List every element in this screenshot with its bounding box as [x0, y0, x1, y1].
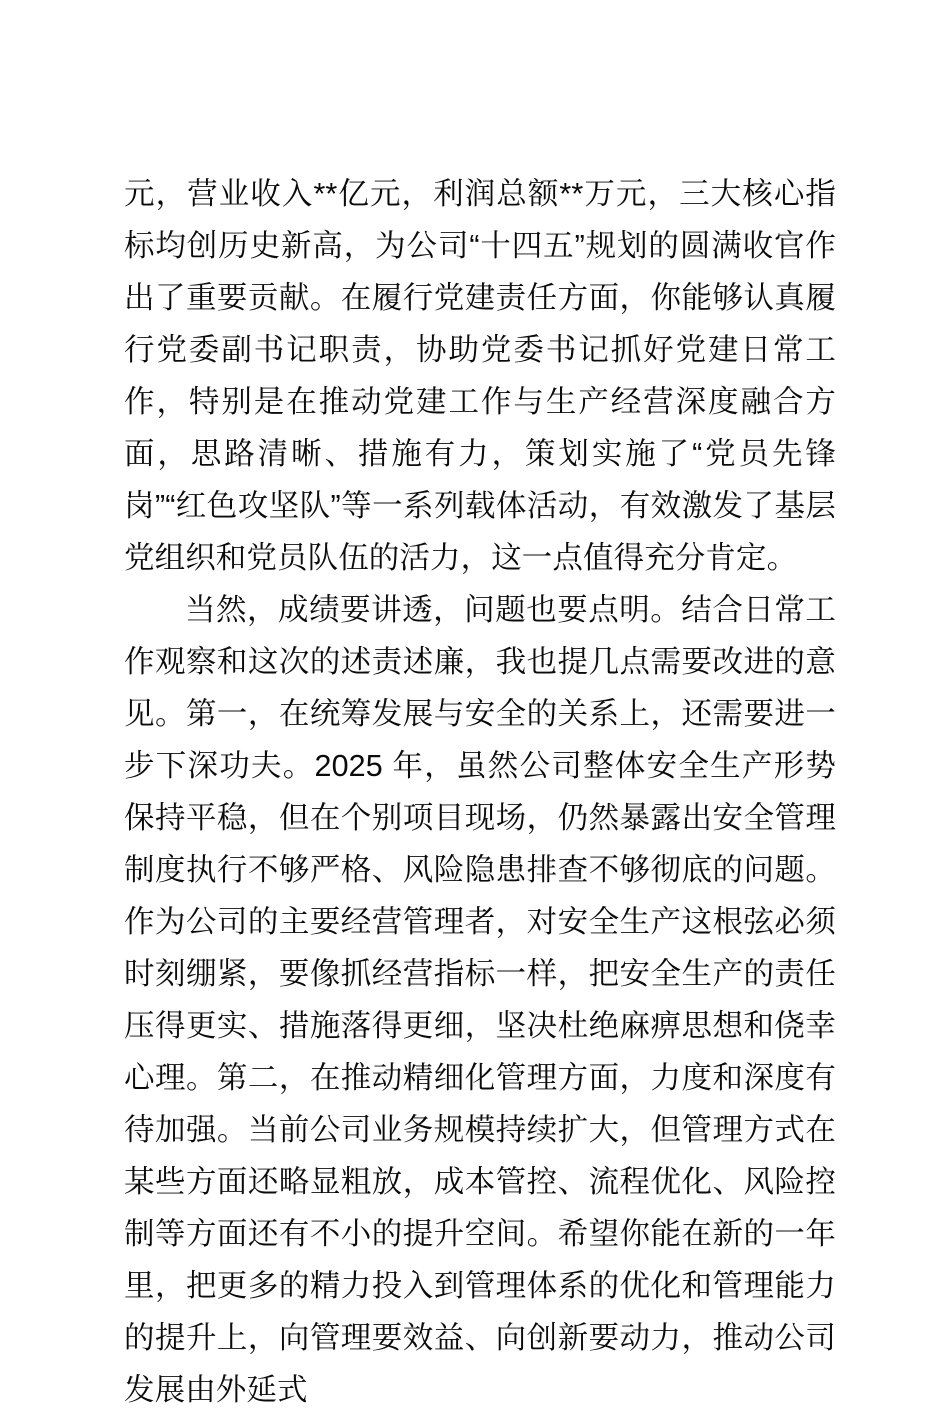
paragraph-2: 当然，成绩要讲透，问题也要点明。结合日常工作观察和这次的述责述廉，我也提几点需要改进的意见。第一，在统筹发展与安全的关系上，还需要进一步下深功夫。2025 年，虽然公司整体安全生产形势保持平稳，但在个别项目现场，仍然暴露出安全管理制度执行不够严格、风险隐患排查不够彻底的问题。作为公司的主要经营管理者，对安全生产这根弦必须时刻绷紧，要像抓经营指标一样，把安全生产的责任压得更实、措施落得更细，坚决杜绝麻痹思想和侥幸心理。第二，在推动精细化管理方面，力度和深度有待加强。当前公司业务规模持续扩大，但管理方式在某些方面还略显粗放，成本管控、流程优化、风险控制等方面还有不小的提升空间。希望你能在新的一年里，把更多的精力投入到管理体系的优化和管理能力的提升上，向管理要效益、向创新要动力，推动公司发展由外延式: [124, 593, 836, 1407]
document-text-body: [124, 168, 836, 1416]
paragraph-1: 元，营业收入**亿元，利润总额**万元，三大核心指标均创历史新高，为公司“十四五”规划的圆满收官作出了重要贡献。在履行党建责任方面，你能够认真履行党委副书记职责，协助党委书记抓好党建日常工作，特别是在推动党建工作与生产经营深度融合方面，思路清晰、措施有力，策划实施了“党员先锋岗”“红色攻坚队”等一系列载体活动，有效激发了基层党组织和党员队伍的活力，这一点值得充分肯定。: [124, 177, 836, 575]
